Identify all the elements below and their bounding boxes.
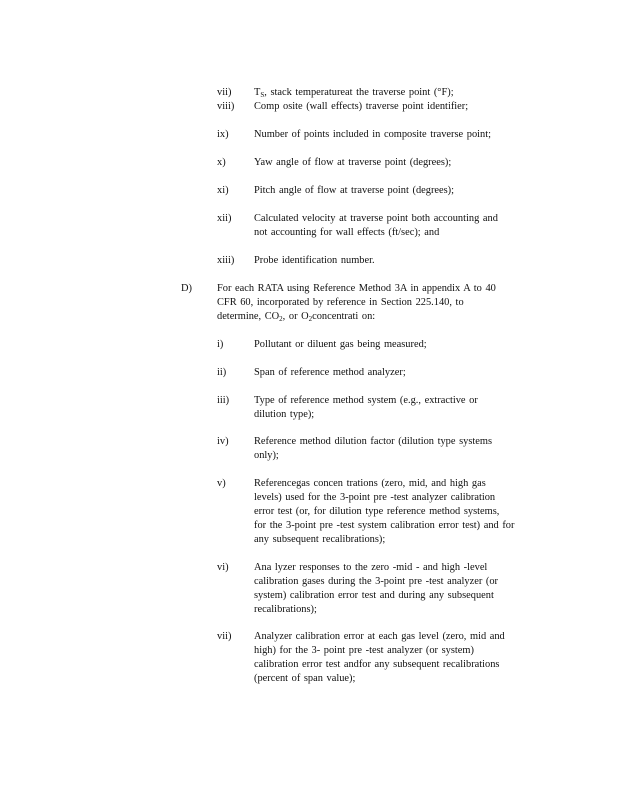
- list-item-text: $T_S$, stack temperatureat the traverse point (°F);: [254, 87, 454, 99]
- list-item-text: only);: [254, 450, 279, 461]
- list-item-text: Analyzer calibration error at each gas level (zero, mid and: [254, 631, 505, 642]
- list-item-text: Comp osite (wall effects) traverse point identifier;: [254, 101, 469, 112]
- list-item-text: Referencegas concen trations (zero, mid, and high gas: [254, 478, 486, 489]
- list-item-numeral: ii): [217, 367, 227, 378]
- list-item-text: calibration gases during the 3-point pre -test analyzer (or: [254, 576, 499, 587]
- list-item-numeral: xii): [217, 213, 232, 224]
- list-item-text: high) for the 3- point pre -test analyzer (or system): [254, 645, 474, 656]
- list-item-text: Ana lyzer responses to the zero -mid - and high -level: [254, 562, 488, 573]
- list-item-numeral: vii): [217, 87, 232, 98]
- list-item-numeral: x): [217, 157, 226, 168]
- list-item-text: recalibrations);: [254, 604, 317, 615]
- list-item-numeral: iv): [217, 436, 229, 447]
- section-d-text: CFR 60, incorporated by reference in Section 225.140, to: [217, 297, 464, 308]
- list-item-text: system) calibration error test and during any subsequent: [254, 590, 494, 601]
- list-item-text: any subsequent recalibrations);: [254, 534, 386, 545]
- list-item-text: (percent of span value);: [254, 673, 356, 684]
- section-d-text: For each RATA using Reference Method 3A in appendix A to 40: [217, 283, 496, 294]
- list-item-text: Pollutant or diluent gas being measured;: [254, 339, 427, 350]
- list-item-text: for the 3-point pre -test system calibration error test) and for: [254, 520, 515, 531]
- list-item-numeral: xi): [217, 185, 229, 196]
- list-item-text: Span of reference method analyzer;: [254, 367, 406, 378]
- list-item-numeral: viii): [217, 101, 235, 112]
- list-item-text: not accounting for wall effects (ft/sec); and: [254, 227, 440, 238]
- list-item-text: error test (or, for dilution type reference method systems,: [254, 506, 500, 517]
- list-item-text: levels) used for the 3-point pre -test analyzer calibration: [254, 492, 496, 503]
- list-item-text: Calculated velocity at traverse point both accounting and: [254, 213, 498, 224]
- list-item-text: Type of reference method system (e.g., extractive or: [254, 395, 478, 406]
- list-item-numeral: xiii): [217, 255, 235, 266]
- list-item-text: Number of points included in composite traverse point;: [254, 129, 491, 140]
- list-item-text: dilution type);: [254, 409, 315, 420]
- list-item-text: Reference method dilution factor (dilution type systems: [254, 436, 492, 447]
- list-item-numeral: vii): [217, 631, 232, 642]
- list-item-text: Yaw angle of flow at traverse point (degrees);: [254, 157, 452, 168]
- list-item-numeral: v): [217, 478, 226, 489]
- list-item-text: Pitch angle of flow at traverse point (degrees);: [254, 185, 455, 196]
- section-label: D): [181, 283, 192, 294]
- list-item-text: calibration error test andfor any subsequent recalibrations: [254, 659, 500, 670]
- list-item-numeral: ix): [217, 129, 229, 140]
- list-item-numeral: i): [217, 339, 224, 350]
- list-item-numeral: iii): [217, 395, 230, 406]
- section-d-text: determine, $CO_2$, or $O_2concentrati$ on:: [217, 311, 376, 323]
- list-item-numeral: vi): [217, 562, 229, 573]
- list-item-text: Probe identification number.: [254, 255, 375, 266]
